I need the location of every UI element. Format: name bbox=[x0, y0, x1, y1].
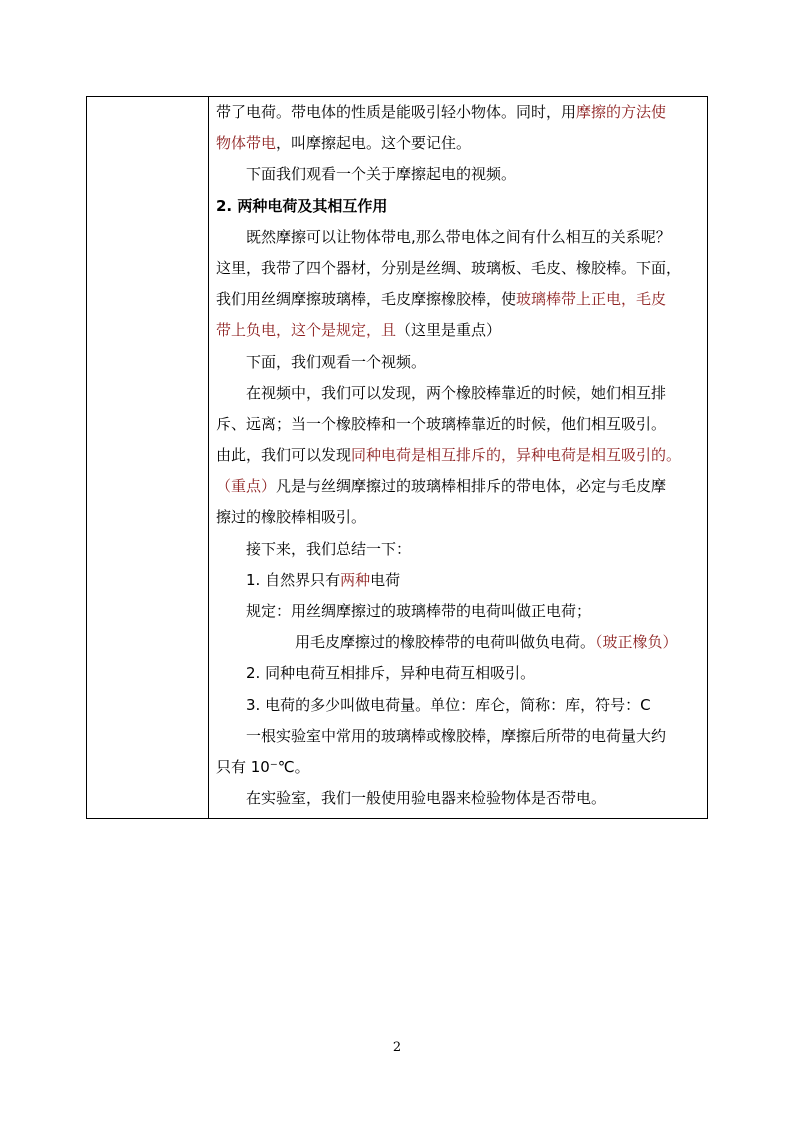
text-line bbox=[216, 347, 704, 378]
text-line bbox=[216, 159, 704, 190]
text-segment: 接下来，我们总结一下： bbox=[246, 539, 412, 558]
text-segment: 用毛皮摩擦过的橡胶棒带的电荷叫做负电荷。 bbox=[295, 633, 596, 652]
text-segment: 由此，我们可以发现 bbox=[216, 446, 352, 465]
lesson-content-cell bbox=[216, 97, 704, 814]
text-line bbox=[216, 440, 704, 471]
text-segment: 2. 两种电荷及其相互作用 bbox=[216, 196, 388, 215]
text-segment: 1. 自然界只有 bbox=[246, 570, 341, 589]
text-line bbox=[216, 97, 704, 128]
text-segment: 下面，我们观看一个视频。 bbox=[246, 352, 427, 371]
highlighted-text: 摩擦的方法使 bbox=[576, 103, 667, 121]
text-line bbox=[216, 284, 704, 315]
text-segment: 只有 10⁻℃。 bbox=[216, 757, 310, 776]
text-segment: ，叫摩擦起电。这个要记住。 bbox=[276, 134, 472, 153]
text-line bbox=[216, 783, 704, 814]
text-line bbox=[216, 128, 704, 159]
text-segment: 一根实验室中常用的玻璃棒或橡胶棒，摩擦后所带的电荷量大约 bbox=[246, 726, 667, 745]
highlighted-text: （重点） bbox=[216, 477, 277, 496]
text-line bbox=[216, 658, 704, 689]
highlighted-text: 带上负电，这个是规定，且 bbox=[216, 321, 397, 340]
text-segment: 我们用丝绸摩擦玻璃棒，毛皮摩擦橡胶棒，使 bbox=[216, 290, 517, 309]
text-segment: 电荷 bbox=[370, 570, 401, 589]
text-segment: 2. 同种电荷互相排斥，异种电荷互相吸引。 bbox=[246, 664, 536, 683]
text-line bbox=[216, 627, 704, 658]
column-divider bbox=[208, 97, 209, 818]
text-line bbox=[216, 502, 704, 533]
text-line bbox=[216, 534, 704, 565]
text-line bbox=[216, 565, 704, 596]
text-line bbox=[216, 471, 704, 502]
highlighted-text: 物体带电 bbox=[216, 134, 277, 153]
text-line bbox=[216, 222, 704, 253]
text-line bbox=[216, 690, 704, 721]
text-segment: 3. 电荷的多少叫做电荷量。单位：库仑，简称：库，符号：C bbox=[246, 695, 651, 714]
text-line bbox=[216, 409, 704, 440]
text-line bbox=[216, 253, 704, 284]
text-segment: 凡是与丝绸摩擦过的玻璃棒相排斥的带电体，必定与毛皮摩 bbox=[276, 477, 667, 496]
text-line bbox=[216, 378, 704, 409]
highlighted-text: 两种 bbox=[340, 570, 371, 589]
section-heading bbox=[216, 191, 704, 222]
text-segment: 规定：用丝绸摩擦过的玻璃棒带的电荷叫做正电荷； bbox=[246, 602, 592, 620]
text-segment: 在实验室，我们一般使用验电器来检验物体是否带电。 bbox=[246, 789, 607, 808]
highlighted-text: 同种电荷是相互排斥的，异种电荷是相互吸引的。 bbox=[351, 446, 682, 465]
text-line bbox=[216, 752, 704, 783]
text-segment: 擦过的橡胶棒相吸引。 bbox=[216, 508, 367, 527]
lesson-table bbox=[86, 96, 708, 819]
text-line bbox=[216, 721, 704, 752]
text-segment: 下面我们观看一个关于摩擦起电的视频。 bbox=[246, 165, 517, 184]
text-line bbox=[216, 315, 704, 346]
text-segment: 在视频中，我们可以发现，两个橡胶棒靠近的时候，她们相互排 bbox=[246, 383, 667, 402]
text-segment: 既然摩擦可以让物体带电,那么带电体之间有什么相互的关系呢？ bbox=[246, 227, 671, 246]
text-segment: 这里，我带了四个器材，分别是丝绸、玻璃板、毛皮、橡胶棒。下面， bbox=[216, 258, 682, 277]
highlighted-text: （玻正橡负） bbox=[595, 633, 678, 652]
text-segment: 斥、远离；当一个橡胶棒和一个玻璃棒靠近的时候，他们相互吸引。 bbox=[216, 414, 667, 433]
text-segment: 带了电荷。带电体的性质是能吸引轻小物体。同时，用 bbox=[216, 103, 577, 121]
text-segment: （这里是重点） bbox=[396, 321, 502, 340]
text-line bbox=[216, 596, 704, 627]
page-number: 2 bbox=[392, 1040, 402, 1055]
highlighted-text: 玻璃棒带上正电，毛皮 bbox=[516, 290, 667, 309]
